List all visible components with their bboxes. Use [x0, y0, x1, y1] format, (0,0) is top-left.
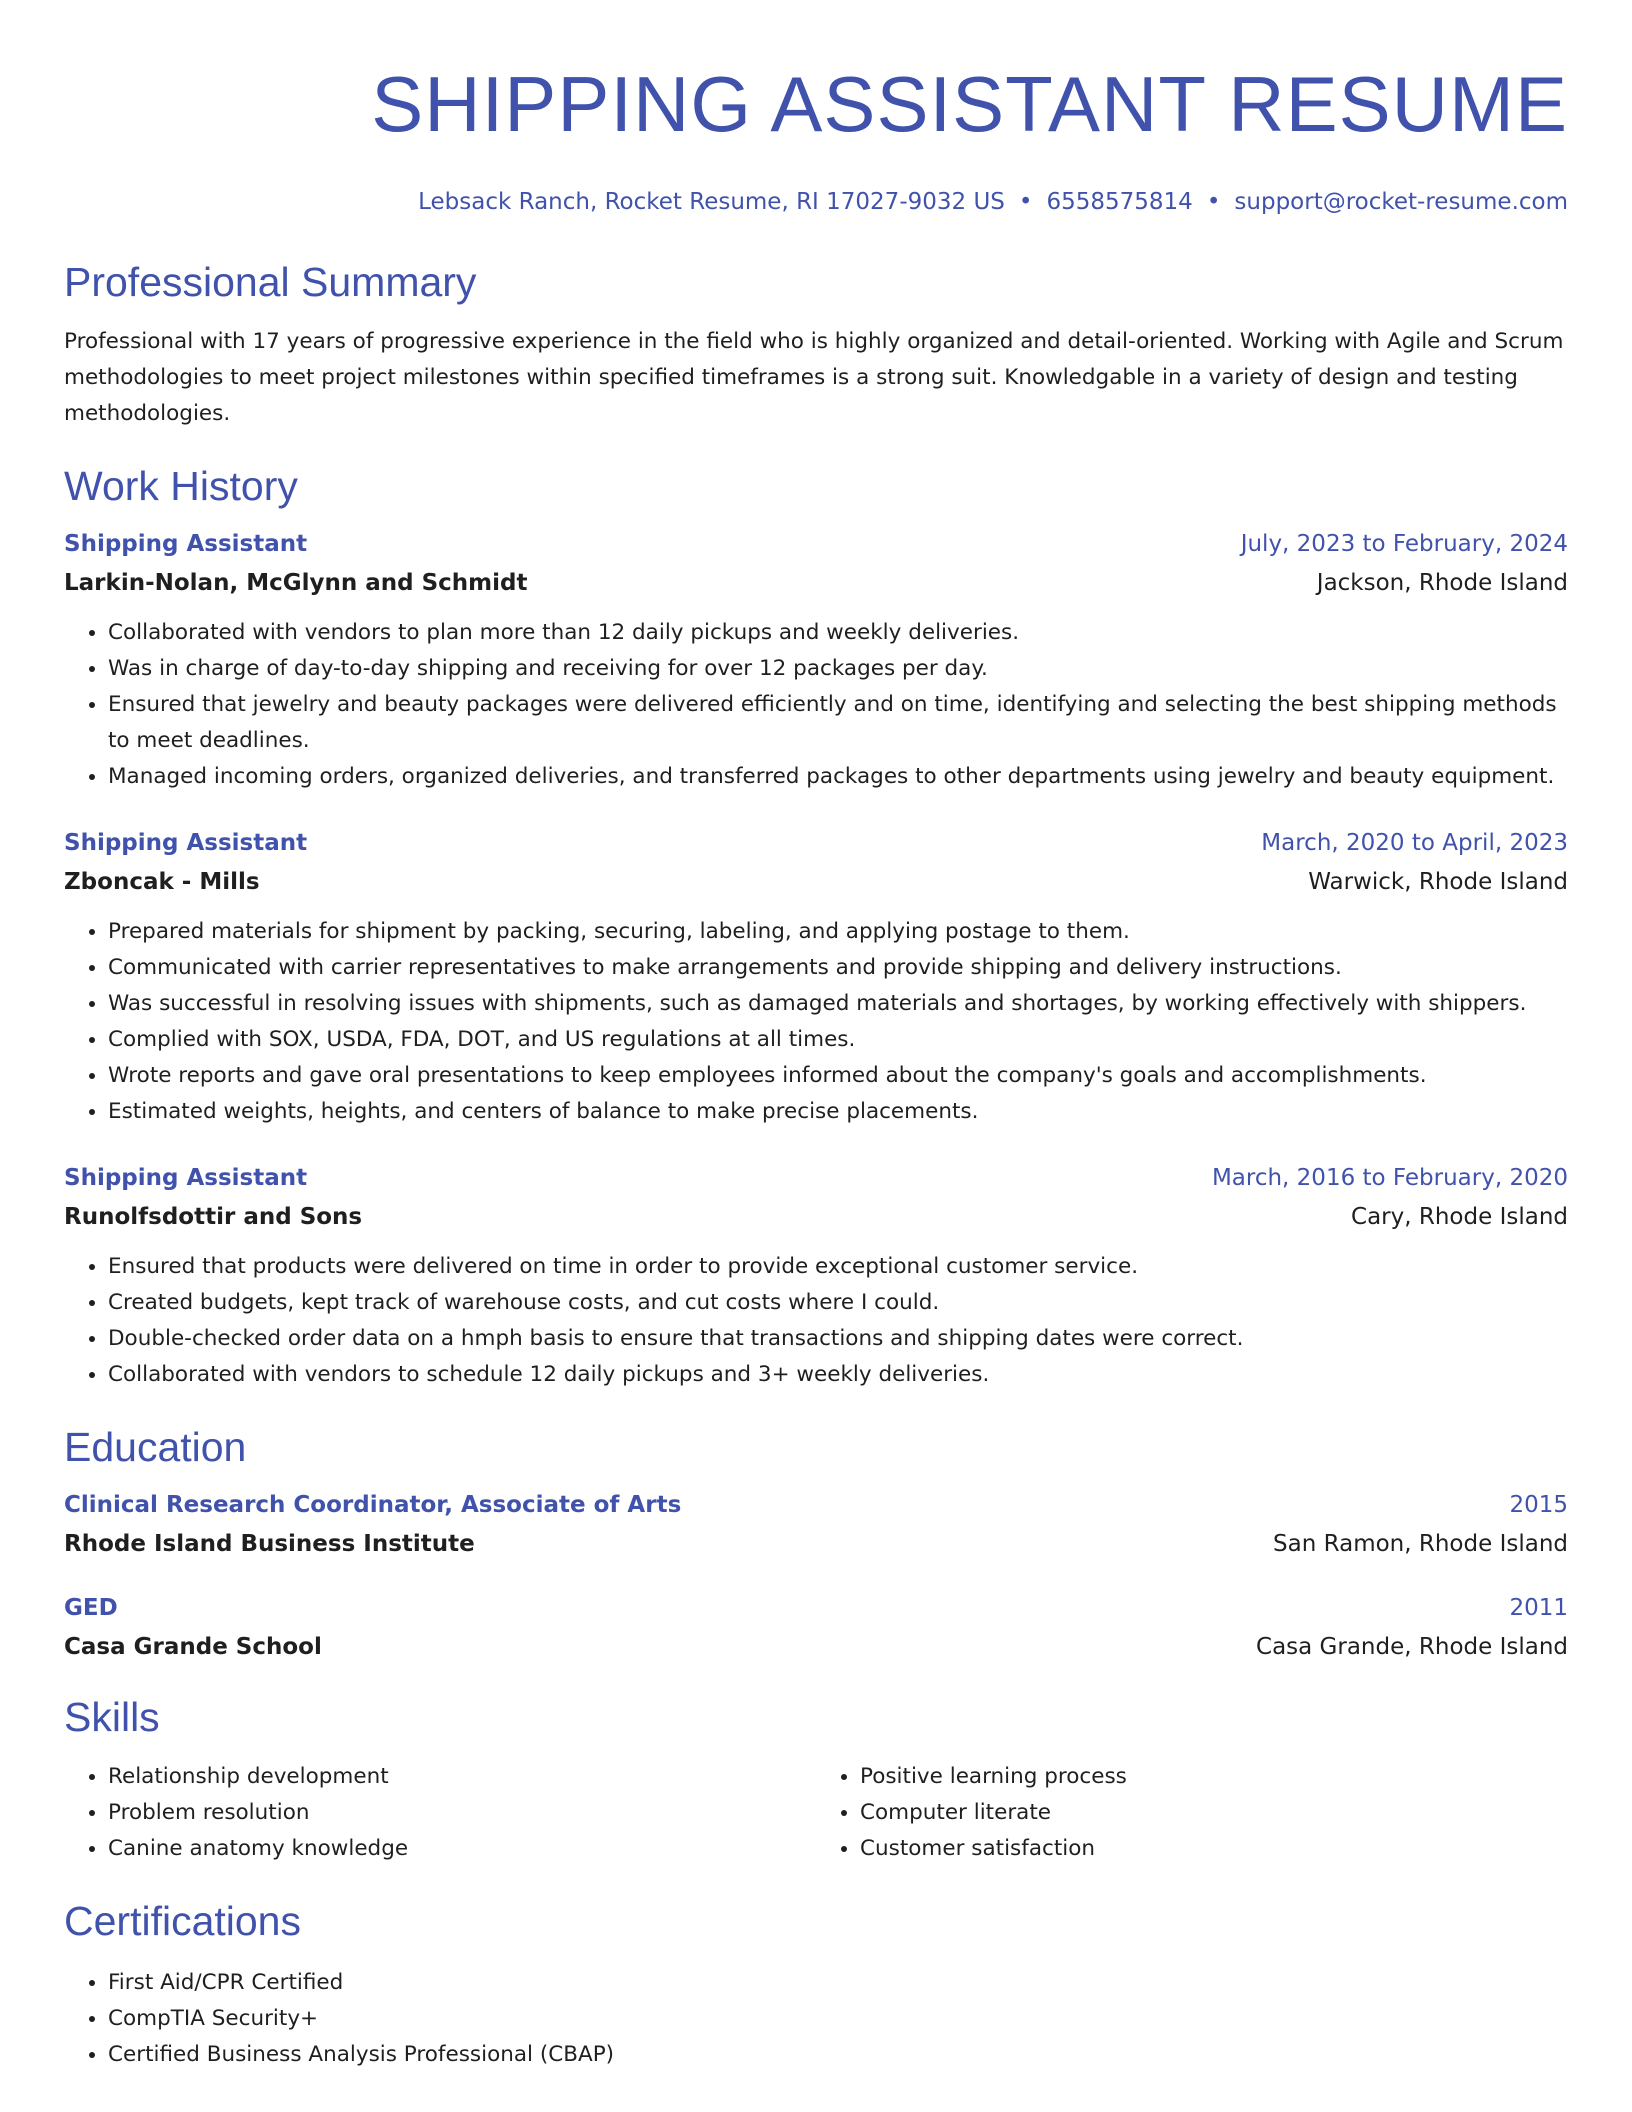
contact-address: Lebsack Ranch, Rocket Resume, RI 17027-9032 US [418, 189, 1005, 215]
work-history-section [64, 458, 1568, 1393]
contact-line [64, 186, 1568, 218]
contact-phone[interactable]: 6558575814 [1046, 189, 1193, 215]
job-bullet: • Was successful in resolving issues with shipments, such as damaged materials and shortages, by working effectively with shippers. [108, 986, 1568, 1022]
job-bullet: • Collaborated with vendors to plan more than 12 daily pickups and weekly deliveries. [108, 615, 1568, 651]
summary-heading: Professional Summary [64, 259, 477, 305]
education-degree: Clinical Research Coordinator, Associate of Arts [64, 1492, 682, 1518]
job-bullet: • Created budgets, kept track of warehouse costs, and cut costs where I could. [108, 1285, 1568, 1321]
certifications-heading: Certifications [64, 1898, 301, 1944]
job-role: Shipping Assistant [64, 531, 308, 557]
contact-email[interactable]: support@rocket-resume.com [1234, 189, 1568, 215]
skill-item: • Computer literate [860, 1795, 1568, 1831]
education-location: Casa Grande, Rhode Island [1256, 1634, 1568, 1660]
certifications-section [64, 1893, 1568, 2073]
job-bullet: • Double-checked order data on a hmph basis to ensure that transactions and shipping dates were correct. [108, 1321, 1568, 1357]
job-bullet: • Complied with SOX, USDA, FDA, DOT, and US regulations at all times. [108, 1022, 1568, 1058]
certification-item: • Certified Business Analysis Professional (CBAP) [108, 2037, 1568, 2073]
education-school: Rhode Island Business Institute [64, 1531, 475, 1557]
skills-section [64, 1689, 1568, 1867]
job-location: Jackson, Rhode Island [1316, 570, 1568, 596]
skill-item: • Positive learning process [860, 1759, 1568, 1795]
skill-item: • Canine anatomy knowledge [108, 1831, 816, 1867]
job-entry [64, 827, 1568, 1130]
skill-item: • Problem resolution [108, 1795, 816, 1831]
job-location: Cary, Rhode Island [1351, 1204, 1568, 1230]
skills-list-left [64, 1759, 816, 1867]
job-bullet: • Was in charge of day-to-day shipping and receiving for over 12 packages per day. [108, 651, 1568, 687]
job-bullet: • Ensured that products were delivered on time in order to provide exceptional customer service. [108, 1249, 1568, 1285]
job-company: Larkin-Nolan, McGlynn and Schmidt [64, 570, 528, 596]
education-location: San Ramon, Rhode Island [1273, 1531, 1568, 1557]
job-company: Runolfsdottir and Sons [64, 1204, 363, 1230]
skill-item: • Relationship development [108, 1759, 816, 1795]
job-bullets [64, 914, 1568, 1130]
job-bullet: • Communicated with carrier representatives to make arrangements and provide shipping and delivery instructions. [108, 950, 1568, 986]
skills-heading: Skills [64, 1694, 160, 1740]
resume-header [64, 44, 1568, 218]
certifications-list [64, 1965, 1568, 2073]
job-entry [64, 528, 1568, 795]
education-school: Casa Grande School [64, 1634, 322, 1660]
education-year: 2011 [1509, 1595, 1568, 1621]
contact-separator: • [1206, 189, 1221, 215]
job-entry [64, 1162, 1568, 1393]
job-bullets [64, 1249, 1568, 1393]
job-bullet: • Wrote reports and gave oral presentations to keep employees informed about the company's goals and accomplishments. [108, 1058, 1568, 1094]
job-bullet: • Ensured that jewelry and beauty packages were delivered efficiently and on time, identifying and selecting the best shipping methods to meet deadlines. [108, 687, 1568, 759]
skills-list-right [816, 1759, 1568, 1867]
education-entry [64, 1592, 1568, 1663]
resume-title: SHIPPING ASSISTANT RESUME [371, 60, 1568, 148]
contact-separator: • [1018, 189, 1033, 215]
skill-item: • Customer satisfaction [860, 1831, 1568, 1867]
education-degree: GED [64, 1595, 118, 1621]
job-company: Zboncak - Mills [64, 869, 260, 895]
job-bullet: • Estimated weights, heights, and centers of balance to make precise placements. [108, 1094, 1568, 1130]
certification-item: • First Aid/CPR Certified [108, 1965, 1568, 2001]
job-dates: March, 2020 to April, 2023 [1261, 830, 1568, 856]
education-section [64, 1419, 1568, 1663]
job-bullets [64, 615, 1568, 795]
job-dates: March, 2016 to February, 2020 [1211, 1165, 1568, 1191]
summary-text: Professional with 17 years of progressive experience in the field who is highly organized and detail-oriented. Working with Agile and Scrum methodologies to meet project milestones within specified timeframes is a strong suit. Knowledgable in a variety of design and testing methodologies. [64, 329, 1564, 426]
skills-columns [64, 1759, 1568, 1867]
work-history-heading: Work History [64, 463, 298, 509]
job-bullet: • Prepared materials for shipment by packing, securing, labeling, and applying postage to them. [108, 914, 1568, 950]
job-bullet: • Collaborated with vendors to schedule 12 daily pickups and 3+ weekly deliveries. [108, 1357, 1568, 1393]
job-role: Shipping Assistant [64, 830, 308, 856]
job-bullet: • Managed incoming orders, organized deliveries, and transferred packages to other departments using jewelry and beauty equipment. [108, 759, 1568, 795]
education-heading: Education [64, 1424, 247, 1470]
job-location: Warwick, Rhode Island [1308, 869, 1568, 895]
job-role: Shipping Assistant [64, 1165, 308, 1191]
certification-item: • CompTIA Security+ [108, 2001, 1568, 2037]
education-year: 2015 [1509, 1492, 1568, 1518]
education-entry [64, 1489, 1568, 1560]
job-dates: July, 2023 to February, 2024 [1240, 531, 1568, 557]
